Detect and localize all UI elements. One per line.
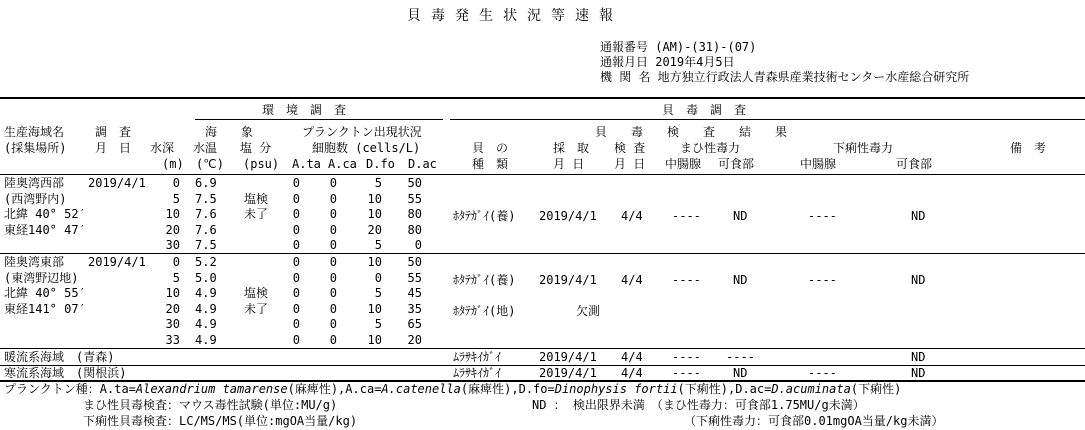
depth-cell: 30: [165, 238, 180, 252]
dsp-edible-value: ND: [911, 209, 926, 223]
dfo-header: D.fo: [366, 157, 395, 171]
inspect-date-header: 検 査: [614, 141, 646, 155]
dsp-header: 下痢性毒力: [833, 141, 894, 155]
missing-data-note: 欠測: [576, 303, 601, 318]
psp-gland-value: ----: [672, 272, 701, 287]
cold-psp-edible: ND: [733, 366, 748, 380]
aca-type: (麻痺性),: [460, 382, 519, 396]
report-date: 通報月日 2019年4月5日: [600, 55, 735, 69]
shell-sub-header: 種 類: [472, 157, 509, 171]
inspect-date: 4/4: [621, 209, 643, 223]
cold-sample: 2019/4/1: [539, 366, 597, 380]
aca-cell: 0: [329, 270, 337, 285]
site-area-label: 東経141° 07′: [4, 301, 86, 316]
site-area-label: 東経140° 47′: [4, 222, 86, 237]
dsp-edible-value: ND: [911, 272, 926, 287]
temp-cell: 4.9: [195, 301, 217, 316]
site-survey-date: 2019/4/1: [88, 255, 146, 269]
aca-cell: 0: [329, 317, 337, 331]
plankton-legend-label: プランクトン種：: [4, 382, 100, 396]
warm-area: 暖流系海域 (青森): [4, 350, 115, 364]
temp-cell: 4.9: [195, 286, 217, 300]
plankton-legend: [4, 382, 901, 396]
shell-species: ﾎﾀﾃｶﾞｲ(地): [453, 303, 516, 318]
dfo-cell: 5: [374, 286, 382, 300]
aca-cell: 0: [329, 255, 337, 269]
dac-cell: 65: [407, 317, 422, 331]
depth-cell: 0: [172, 176, 180, 190]
temp-cell: 5.0: [195, 270, 217, 285]
inspect-date-sub-header: 月 日: [614, 157, 646, 171]
toxin-survey-header: 貝 毒 調 査: [662, 103, 747, 117]
psp-edible-value: ND: [733, 209, 748, 223]
env-rule: [195, 119, 443, 120]
aca-header: A.ca: [328, 157, 357, 171]
area-sub-header: (採集場所): [4, 141, 67, 155]
cold-insp: 4/4: [621, 366, 643, 380]
temp-header: 水温: [193, 141, 218, 155]
site-area-label: (東湾野辺地): [4, 270, 79, 285]
header-bottom-rule: [0, 174, 1085, 175]
toxin-rule: [450, 119, 1085, 120]
notes-header: 備 考: [1010, 141, 1047, 155]
dfo-cell: 20: [367, 222, 382, 237]
ata-cell: 0: [292, 207, 300, 221]
cold-psp-gland: ----: [672, 366, 701, 380]
site-area-label: 陸奥湾西部: [4, 176, 65, 190]
psp-header: まひ性毒力: [680, 141, 741, 155]
agency-name: 機 関 名 地方独立行政法人青森県産業技術センター水産総合研究所: [600, 70, 970, 84]
aca-cell: 0: [329, 176, 337, 190]
site-area-label: 北緯 40° 55′: [4, 286, 86, 300]
site-area-label: (西湾野内): [4, 191, 67, 206]
warm-psp-edible: ----: [726, 350, 755, 364]
plankton-header: プランクトン出現状況: [302, 125, 422, 139]
psp-edible-header: 可食部: [718, 157, 755, 171]
ata-cell: 0: [292, 301, 300, 316]
env-survey-header: 環 境 調 査: [262, 103, 347, 117]
depth-cell: 20: [165, 222, 180, 237]
date-header: 調 査: [95, 125, 132, 139]
nd-note: ND ： 検出限界未満 （まひ性毒力：可食部1.75MU/g未満）: [532, 398, 865, 412]
dsp-method-note: 下痢性貝毒検査：LC/MS/MS(単位:mgOA当量/kg): [83, 414, 358, 428]
temp-cell: 5.2: [195, 255, 217, 269]
table-top-rule: [0, 97, 1085, 99]
dac-cell: 80: [407, 222, 422, 237]
dac-cell: 80: [407, 207, 422, 221]
dsp-gland-value: ----: [808, 209, 837, 223]
dac-cell: 50: [407, 255, 422, 269]
salinity-header: 塩 分: [240, 141, 272, 155]
temp-unit: (℃): [196, 157, 224, 171]
ata-cell: 0: [292, 176, 300, 190]
dfo-cell: 10: [367, 207, 382, 221]
dac-cell: 55: [407, 191, 422, 206]
dfo-cell: 5: [374, 176, 382, 190]
salinity-cell: 未了: [244, 301, 269, 316]
sample-date-sub-header: 月 日: [553, 157, 585, 171]
dsp-gland-value: ----: [808, 272, 837, 287]
dac-cell: 0: [414, 238, 422, 252]
cells-header: 細胞数 (cells/L): [312, 141, 421, 155]
depth-cell: 20: [165, 301, 180, 316]
dac-cell: 20: [407, 332, 422, 347]
aca-cell: 0: [329, 286, 337, 300]
depth-cell: 10: [165, 207, 180, 221]
psp-edible-value: ND: [733, 272, 748, 287]
salinity-cell: 未了: [244, 207, 269, 221]
depth-cell: 10: [165, 286, 180, 300]
inspect-date: 4/4: [621, 272, 643, 287]
cold-dsp-gland: ----: [808, 366, 837, 380]
dac-header: D.ac: [408, 157, 437, 171]
temp-cell: 7.6: [195, 207, 217, 221]
dsp-limit-note: （下痢性毒力：可食部0.01mgOA当量/kg未満）: [684, 414, 944, 428]
depth-cell: 0: [172, 255, 180, 269]
dsp-edible-header: 可食部: [896, 157, 933, 171]
report-number: 通報番号 (AM)-(31)-(07): [600, 40, 757, 54]
salinity-cell: 塩検: [244, 286, 269, 300]
shell-header: 貝 の: [472, 141, 509, 155]
aca-cell: 0: [329, 332, 337, 347]
ata-cell: 0: [292, 317, 300, 331]
aca-cell: 0: [329, 301, 337, 316]
sea-header: 海 象: [205, 125, 254, 139]
dfo-cell: 5: [374, 317, 382, 331]
aca-cell: 0: [329, 191, 337, 206]
shell-species: ﾎﾀﾃｶﾞｲ(養): [453, 209, 516, 223]
salinity-cell: 塩検: [244, 191, 269, 206]
site2-bottom-rule: [0, 348, 1085, 349]
ata-header: A.ta: [292, 157, 321, 171]
psp-gland-header: 中腸腺: [665, 157, 702, 171]
page-title: 貝毒発生状況等速報: [407, 8, 623, 24]
dac-species: D.acuminata: [771, 382, 851, 396]
dfo-cell: 10: [367, 332, 382, 347]
cold-shell: ﾑﾗｻｷｲｶﾞｲ: [453, 366, 502, 380]
ata-cell: 0: [292, 332, 300, 347]
depth-unit: (m): [162, 157, 184, 171]
aca-cell: 0: [329, 207, 337, 221]
warm-sample: 2019/4/1: [539, 350, 597, 364]
dfo-code: D.fo=: [518, 382, 555, 396]
results-header: 貝 毒 検 査 結 果: [595, 125, 788, 139]
depth-cell: 30: [165, 317, 180, 331]
temp-cell: 7.5: [195, 191, 217, 206]
warm-dsp-edible: ND: [911, 350, 926, 364]
warm-shell: ﾑﾗｻｷｲｶﾞｲ: [453, 350, 502, 364]
ata-cell: 0: [292, 191, 300, 206]
dfo-cell: 10: [367, 255, 382, 269]
area-header: 生産海域名: [4, 125, 65, 139]
ata-species: Alexandrium tamarense: [135, 382, 288, 396]
site-area-label: 北緯 40° 52′: [4, 207, 86, 221]
psp-gland-value: ----: [672, 209, 701, 223]
aca-cell: 0: [329, 238, 337, 252]
ata-code: A.ta=: [99, 382, 136, 396]
salinity-unit: (psu): [243, 157, 280, 171]
ata-cell: 0: [292, 270, 300, 285]
dsp-gland-header: 中腸腺: [800, 157, 837, 171]
temp-cell: 7.6: [195, 222, 217, 237]
temp-cell: 6.9: [195, 176, 217, 190]
depth-cell: 5: [172, 270, 180, 285]
site1-bottom-rule: [0, 253, 1085, 254]
depth-cell: 5: [172, 191, 180, 206]
sample-date: 2019/4/1: [539, 272, 597, 287]
site-survey-date: 2019/4/1: [88, 176, 146, 190]
temp-cell: 4.9: [195, 332, 217, 347]
dfo-cell: 10: [367, 191, 382, 206]
aca-cell: 0: [329, 222, 337, 237]
depth-header: 水深: [150, 141, 175, 155]
dac-cell: 35: [407, 301, 422, 316]
dac-cell: 50: [407, 176, 422, 190]
temp-cell: 7.5: [195, 238, 217, 252]
dfo-cell: 10: [367, 301, 382, 316]
aca-species: A.catenella: [381, 382, 461, 396]
warm-psp-gland: ----: [672, 350, 701, 364]
dfo-cell: 5: [374, 238, 382, 252]
aca-code: A.ca=: [345, 382, 382, 396]
warm-insp: 4/4: [621, 350, 643, 364]
ata-type: (麻痺性),: [287, 382, 346, 396]
dfo-type: (下痢性),: [677, 382, 736, 396]
dac-cell: 55: [407, 270, 422, 285]
ata-cell: 0: [292, 222, 300, 237]
ata-cell: 0: [292, 255, 300, 269]
date-sub-header: 月 日: [95, 141, 132, 155]
psp-method-note: まひ性貝毒検査：マウス毒性試験(単位:MU/g): [83, 398, 338, 412]
dac-cell: 45: [407, 286, 422, 300]
site-area-label: 陸奥湾東部: [4, 255, 65, 269]
temp-cell: 4.9: [195, 317, 217, 331]
sample-date: 2019/4/1: [539, 209, 597, 223]
ata-cell: 0: [292, 238, 300, 252]
depth-cell: 33: [165, 332, 180, 347]
dac-type: (下痢性): [850, 382, 902, 396]
sample-date-header: 採 取: [553, 141, 590, 155]
ata-cell: 0: [292, 286, 300, 300]
cold-dsp-edible: ND: [911, 366, 926, 380]
dfo-cell: 0: [374, 270, 382, 285]
shell-species: ﾎﾀﾃｶﾞｲ(養): [453, 272, 516, 287]
cold-area: 寒流系海域 (関根浜): [4, 366, 127, 380]
dac-code: D.ac=: [735, 382, 772, 396]
dfo-species: Dinophysis fortii: [554, 382, 678, 396]
